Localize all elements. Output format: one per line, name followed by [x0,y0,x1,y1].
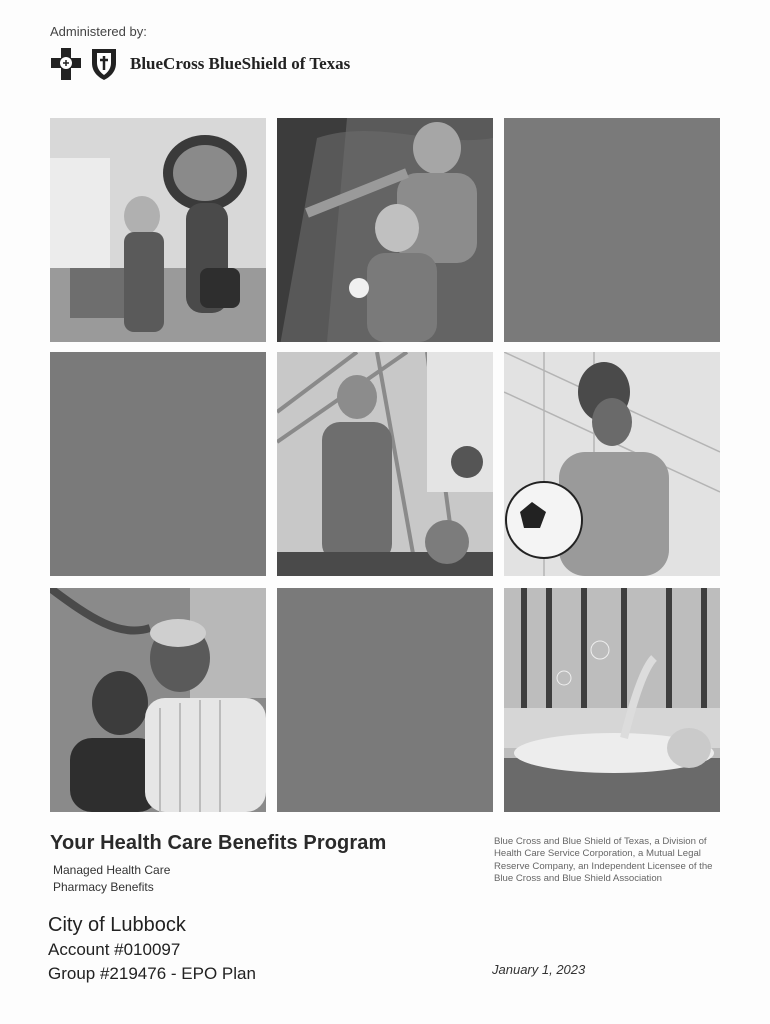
program-subtitle [53,862,170,896]
blue-cross-icon [50,46,82,82]
client-name: City of Lubbock [48,914,186,936]
photo-elderly-couple [50,588,266,812]
photo-child-bubbles [504,588,720,812]
photo-soccer-girl [504,352,720,576]
brand-logo [50,46,350,82]
legal-disclaimer: Blue Cross and Blue Shield of Texas, a Division of Health Care Service Corporation, a Mutual Legal Reserve Company, an Independent Licensee of the Blue Cross and Blue Shield Association [494,836,713,884]
effective-date: January 1, 2023 [492,962,586,977]
administered-by-label: Administered by: [50,24,147,39]
photo-boy-tuba [50,118,266,342]
gray-block [277,588,493,812]
group-number: Group #219476 - EPO Plan [48,964,256,983]
program-line-pharmacy: Pharmacy Benefits [53,880,154,894]
photo-climbing [277,118,493,342]
account-number: Account #010097 [48,940,181,959]
gray-block [50,352,266,576]
client-info [48,912,256,986]
brand-name: BlueCross BlueShield of Texas [130,54,351,73]
blue-shield-icon [88,46,120,82]
photo-greenhouse [277,352,493,576]
gray-block [504,118,720,342]
program-line-managed-care: Managed Health Care [53,863,171,877]
program-title: Your Health Care Benefits Program [50,832,387,854]
